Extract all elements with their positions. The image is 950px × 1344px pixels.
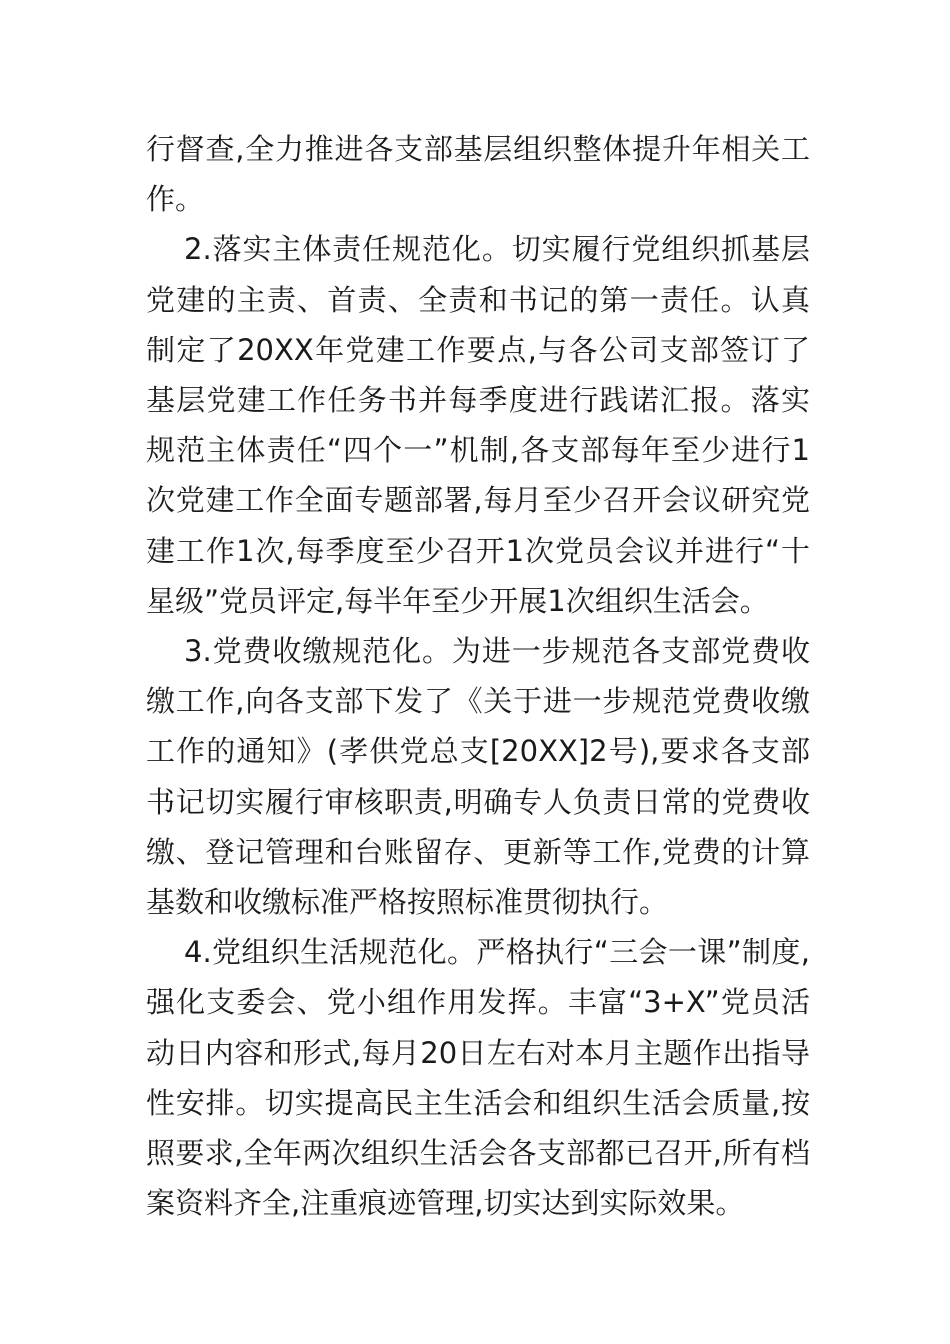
paragraph-organization-life: 4.党组织生活规范化。严格执行“三会一课”制度,强化支委会、党小组作用发挥。丰富“3+X”党员活动日内容和形式,每月20日左右对本月主题作出指导性安排。切实提高民主生活会和组织生活会质量,按照要求,全年两次组织生活会各支部都已召开,所有档案资料齐全,注重痕迹管理,切实达到实际效果。: [146, 935, 810, 1221]
document-body: [146, 124, 810, 1228]
paragraph-continuation: 行督查,全力推进各支部基层组织整体提升年相关工作。: [146, 132, 810, 217]
paragraph-party-dues: 3.党费收缴规范化。为进一步规范各支部党费收缴工作,向各支部下发了《关于进一步规范党费收缴工作的通知》(孝供党总支[20XX]2号),要求各支部书记切实履行审核职责,明确专人负责日常的党费收缴、登记管理和台账留存、更新等工作,党费的计算基数和收缴标准严格按照标准贯彻执行。: [146, 634, 810, 920]
paragraph-subject-responsibility: 2.落实主体责任规范化。切实履行党组织抓基层党建的主责、首责、全责和书记的第一责任。认真制定了20XX年党建工作要点,与各公司支部签订了基层党建工作任务书并每季度进行践诺汇报。落实规范主体责任“四个一”机制,各支部每年至少进行1次党建工作全面专题部署,每月至少召开会议研究党建工作1次,每季度至少召开1次党员会议并进行“十星级”党员评定,每半年至少开展1次组织生活会。: [146, 232, 810, 618]
